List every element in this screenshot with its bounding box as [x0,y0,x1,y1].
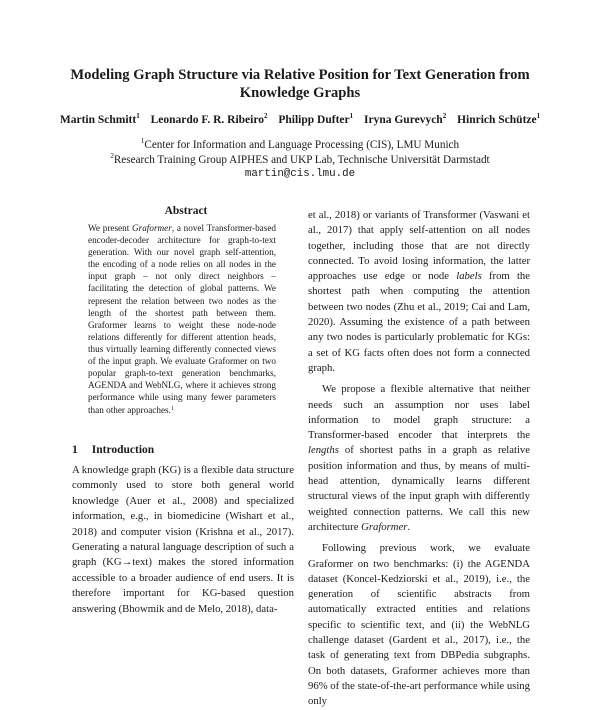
affiliation-1: $^1$Center for Information and Language Processing (CIS), LMU Munich [140,137,460,151]
paragraph: Following previous work, we evaluate Graformer on two benchmarks: (i) the AGENDA dataset (Koncel-Kedziorski et al., 2019), i.e., the generation of scientific abstracts from automatically extracted entities and relations specific to scientific text, and (ii) the WebNLG challenge dataset (Gardent et al., 2017), i.e., the task of generating text from DBPedia subgraphs. On both datasets, Graformer achieves more than 96% of the state-of-the-art performance while using only [308,542,530,708]
author-1: Martin Schmitt$^1$ [59,112,140,126]
introduction-text: A knowledge graph (KG) is a flexible data structure commonly used to store both general world knowledge (Auer et al., 2008) and specialized information, e.g., in biomedicine (Wishart et al., 2018) and computer vision (Krishna et al., 2017). Generating a natural language description of such a graph (KG→text) makes the stored information accessible to a broader audience of end users. It is therefore important for KG-based question answering (Bhowmik and de Melo, 2018), data- [72,464,294,615]
paragraph: We propose a flexible alternative that neither needs such an assumption nor uses label information to model graph structure: a Transformer-based encoder that interprets the lengths of shortest paths in a graph as relative position information and thus, by means of multi-head attention, dynamically learns different structural views of the input graph with differently weighted connection patterns. We call this new architecture Graformer. [308,383,530,533]
abstract-heading: Abstract [164,205,208,217]
footnote-marker: 1 [170,406,174,413]
right-column [308,208,530,710]
author-email: martin@cis.lmu.de [244,168,356,180]
section-heading-introduction: 1 Introduction [72,444,155,456]
author-4: Iryna Gurevych$^2$ [364,112,447,126]
paragraph: et al., 2018) or variants of Transformer (Vaswani et al., 2017) that apply self-attention on all nodes together, including those that are not directly connected. To avoid losing information, the latter approaches use edge or node labels from the shortest path when computing the attention between two nodes (Zhu et al., 2019; Cai and Lam, 2020). Assuming the existence of a path between any two nodes is particularly problematic for KGs: a set of KG facts often does not form a connected graph. [308,209,530,374]
author-3: Philipp Dufter$^1$ [278,112,354,126]
affiliation-2: $^2$Research Training Group AIPHES and UKP Lab, Technische Universität Darmstadt [110,152,490,166]
author-5: Hinrich Schütze$^1$ [457,112,541,126]
paper-title: Modeling Graph Structure via Relative Position for Text Generation from Knowledge Graphs [70,67,530,101]
author-2: Leonardo F. R. Ribeiro$^2$ [150,112,268,126]
abstract-body: We present Graformer, a novel Transformer-based encoder-decoder architecture for graph-to-text generation. With our novel graph self-attention, the encoding of a node relies on all nodes in the input graph – not only direct neighbors – facilitating the detection of global patterns. We represent the relation between two nodes as the length of the shortest path between them. Graformer learns to weight these node-node relations differently for different attention heads, thus virtually learning differently connected views of the input graph. We evaluate Graformer on two popular graph-to-text generation benchmarks, AGENDA and WebNLG, where it achieves strong performance while using many fewer parameters than other approaches.$^1$ [88,223,276,416]
author-list [20,112,580,126]
